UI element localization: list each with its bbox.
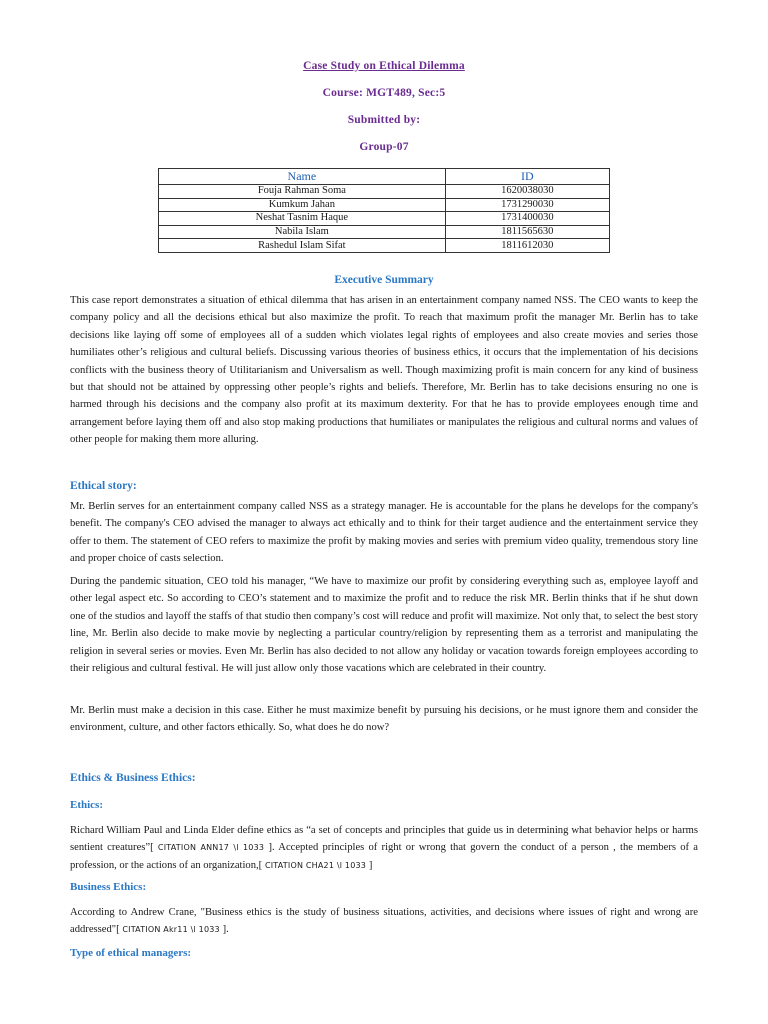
business-ethics-definition-text	[70, 904, 698, 939]
ethics-definition-text	[70, 822, 698, 874]
ethics-text-part: ]	[368, 859, 373, 871]
ethical-story-paragraph-2: During the pandemic situation, CEO told his manager, “We have to maximize our profit by considering everything such as, employee layoff and other legal aspect etc. So according to CEO’s statement and to maximize the profit and to reduce the risk MR. Berlin thinks that if he shut down one of the studios and layoff the staffs of that studio then company’s cost will reduce and profit will maximize. Not only that, to select the best story line, Mr. Berlin also decide to make movie by neglecting a particular country/religion by representing them as a terrorist and manipulating the religion in several series or movies. Even Mr. Berlin has also decided to not allow any holiday or vacation towards foreign employees according to their religious and cultural festival. He will just allow only those vacations which are celebrated in their country.	[70, 576, 698, 675]
ethical-story-paragraph-3: Mr. Berlin must make a decision in this case. Either he must maximize benefit by pursuing his decisions, or he must ignore them and consider the environment, culture, and other factors ethically. So, what does he do now?	[70, 705, 698, 734]
member-id: 1731290030	[445, 198, 609, 212]
ethical-story-heading: Ethical story:	[70, 480, 137, 492]
members-table	[158, 168, 610, 253]
citation-field: CITATION Akr11 \l 1033	[119, 925, 223, 935]
member-id: 1811565630	[445, 225, 609, 239]
member-id: 1811612030	[445, 239, 609, 253]
table-header-row	[159, 169, 610, 185]
member-id: 1620038030	[445, 185, 609, 199]
business-ethics-text-part: According to Andrew Crane, "Business ethics is the study of business situations, activities, and decisions where issues of right and wrong are addressed"[	[70, 907, 698, 936]
type-of-ethical-managers-subheading: Type of ethical managers:	[70, 947, 192, 959]
table-row	[159, 212, 610, 226]
table-row	[159, 239, 610, 253]
member-name: Rashedul Islam Sifat	[159, 239, 446, 253]
member-name: Fouja Rahman Soma	[159, 185, 446, 199]
submitted-by-line: Submitted by:	[347, 114, 421, 126]
ethics-text-part: Richard William Paul and Linda Elder define ethics as “a set of concepts and principles that guide us in determining what behavior helps or harms sentient creatures”[	[70, 825, 698, 854]
citation-field: CITATION ANN17 \l 1033	[153, 843, 269, 853]
business-ethics-subheading: Business Ethics:	[70, 881, 147, 893]
ethics-business-ethics-heading: Ethics & Business Ethics:	[70, 772, 196, 784]
document-title: Case Study on Ethical Dilemma	[303, 60, 465, 72]
executive-summary-heading: Executive Summary	[334, 274, 434, 286]
course-line: Course: MGT489, Sec:5	[322, 87, 446, 99]
member-name: Nabila Islam	[159, 225, 446, 239]
group-line: Group-07	[359, 141, 409, 153]
member-id: 1731400030	[445, 212, 609, 226]
executive-summary-text: This case report demonstrates a situation of ethical dilemma that has arisen in an entertainment company named NSS. The CEO wants to keep the company policy and all the decisions ethical but also maximize the profit. To reach that maximum profit the manager Mr. Berlin has to take decisions like laying off some of employees all of a sudden which violates legal rights of employees and also create movies and series those humiliates other’s religious and cultural beliefs. Discussing various theories of business ethics, it occurs that the implementation of his decisions conflicts with the business theory of Utilitarianism and Universalism as well. Though maximizing profit is main concern for any kind of business but that should not be attained by oppressing other people’s rights and beliefs. Therefore, Mr. Berlin has to take decisions ensuring no one is harmed through his decisions and the company also profit at its maximum dexterity. For that he has to provide employees enough time and arrangement before laying them off and also stop making productions that humiliates or manipulates the religious and cultural norms and values of other people for making them more alluring.	[70, 295, 698, 446]
member-name: Kumkum Jahan	[159, 198, 446, 212]
table-row	[159, 225, 610, 239]
table-row	[159, 198, 610, 212]
column-header-id: ID	[445, 169, 609, 185]
ethics-subheading: Ethics:	[70, 799, 103, 811]
ethical-story-paragraph-1: Mr. Berlin serves for an entertainment company called NSS as a strategy manager. He is accountable for the plans he develops for the company's benefit. The company's CEO advised the manager to always act ethically and to think for their target audience and the entertainment service they offer to them. The statement of CEO refers to maximize the profit by making movies and series with premium video quality, tremendous story line and proper choice of casts selection.	[70, 501, 698, 565]
column-header-name: Name	[159, 169, 446, 185]
business-ethics-text-part: ].	[222, 924, 229, 936]
table-row	[159, 185, 610, 199]
ethics-text-part: ]. Accepted principles of right or wrong that govern the conduct of a person , the members of a profession, or the actions of an organization,[	[70, 842, 698, 871]
member-name: Neshat Tasnim Haque	[159, 212, 446, 226]
citation-field: CITATION CHA21 \l 1033	[262, 860, 369, 870]
